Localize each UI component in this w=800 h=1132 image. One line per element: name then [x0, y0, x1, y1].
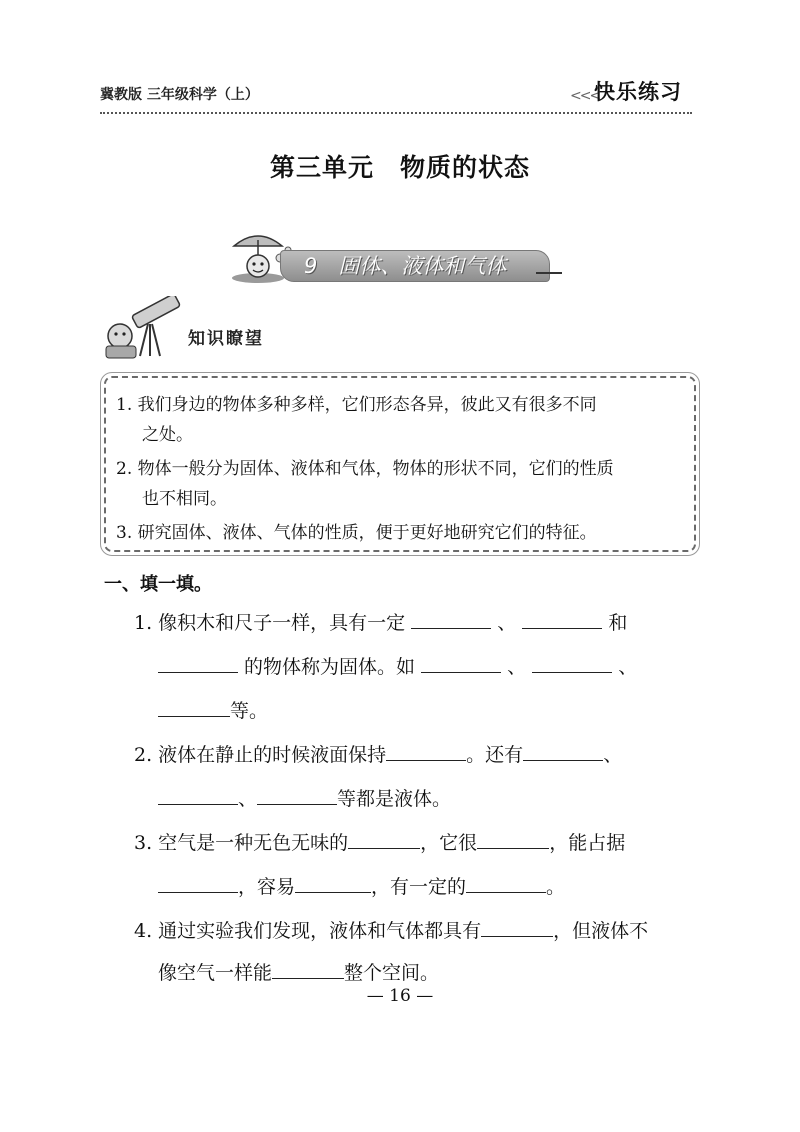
question-1-line-3 [158, 696, 268, 723]
knowledge-item-2-line-2: 也不相同。 [142, 489, 227, 509]
question-3-line-1 [134, 828, 625, 855]
q1-text-f: 、 [618, 656, 638, 678]
q3-blank-4[interactable] [295, 874, 371, 893]
q1-blank-6[interactable] [158, 698, 230, 717]
textbook-edition: 冀教版 三年级科学（上） [100, 87, 259, 103]
telescope-icon [102, 296, 188, 362]
section-title: 一、填一填。 [104, 574, 212, 595]
q2-blank-4[interactable] [257, 786, 337, 805]
q3-text-b: ，它很 [420, 832, 478, 854]
q2-blank-1[interactable] [386, 742, 466, 761]
unit-title: 第三单元 物质的状态 [269, 153, 530, 182]
q1-blank-2[interactable] [522, 610, 602, 629]
q3-text-c: ，能占据 [549, 832, 626, 854]
q2-blank-3[interactable] [158, 786, 238, 805]
knowledge-item-2-line-1: 2. 物体一般分为固体、液体和气体，物体的形状不同，它们的性质 [116, 459, 614, 479]
question-2-line-2 [158, 784, 451, 811]
q2-text-c: 、 [603, 744, 623, 766]
question-3-line-2 [158, 872, 565, 899]
lesson-banner [228, 228, 568, 284]
q3-blank-5[interactable] [466, 874, 546, 893]
q1-text-e: 、 [507, 656, 527, 678]
q2-text-d: 、 [238, 788, 258, 810]
question-4-line-2 [158, 958, 439, 985]
question-2-line-1 [134, 740, 622, 767]
knowledge-section-tag [102, 296, 292, 362]
q2-text-a: 2. 液体在静止的时候液面保持 [134, 744, 387, 766]
knowledge-item-3: 3. 研究固体、液体、气体的性质，便于更好地研究它们的特征。 [116, 523, 597, 543]
lesson-title: 9 固体、液体和气体 [304, 254, 507, 278]
question-1-line-1 [134, 608, 627, 635]
q3-text-f: 。 [546, 876, 566, 898]
chevron-arrows-icon: <<< [570, 88, 600, 104]
q4-text-b: ，但液体不 [553, 920, 649, 942]
q2-text-e: 等都是液体。 [337, 788, 452, 810]
q4-text-d: 整个空间。 [344, 962, 440, 984]
knowledge-box [104, 376, 696, 552]
lesson-underline [536, 272, 562, 274]
q2-blank-2[interactable] [523, 742, 603, 761]
knowledge-item-1-line-2: 之处。 [142, 425, 193, 445]
q1-text-c: 和 [608, 612, 628, 634]
q1-blank-4[interactable] [421, 654, 501, 673]
q3-text-a: 3. 空气是一种无色无味的 [134, 832, 349, 854]
question-4-line-1 [134, 916, 648, 943]
q2-text-b: 。还有 [466, 744, 524, 766]
q1-text-a: 1. 像积木和尺子一样，具有一定 [134, 612, 406, 634]
q1-blank-3[interactable] [158, 654, 238, 673]
knowledge-item-1-line-1: 1. 我们身边的物体多种多样，它们形态各异，彼此又有很多不同 [116, 395, 597, 415]
knowledge-label: 知识瞭望 [188, 329, 264, 349]
q1-blank-1[interactable] [411, 610, 491, 629]
q1-text-b: 、 [497, 612, 517, 634]
q4-text-c: 像空气一样能 [158, 962, 273, 984]
q3-blank-2[interactable] [477, 830, 549, 849]
q1-text-g: 等。 [230, 700, 269, 722]
q3-text-d: ，容易 [238, 876, 296, 898]
q4-blank-1[interactable] [481, 918, 553, 937]
q3-text-e: ，有一定的 [371, 876, 467, 898]
q1-text-d: 的物体称为固体。如 [244, 656, 416, 678]
q4-blank-2[interactable] [272, 960, 344, 979]
header-divider [100, 112, 692, 114]
q1-blank-5[interactable] [532, 654, 612, 673]
question-1-line-2 [158, 652, 637, 679]
q4-text-a: 4. 通过实验我们发现，液体和气体都具有 [134, 920, 482, 942]
page-number: — 16 — [366, 986, 434, 1006]
series-title: 快乐练习 [594, 80, 682, 104]
q3-blank-3[interactable] [158, 874, 238, 893]
page-header [100, 72, 692, 112]
q3-blank-1[interactable] [348, 830, 420, 849]
